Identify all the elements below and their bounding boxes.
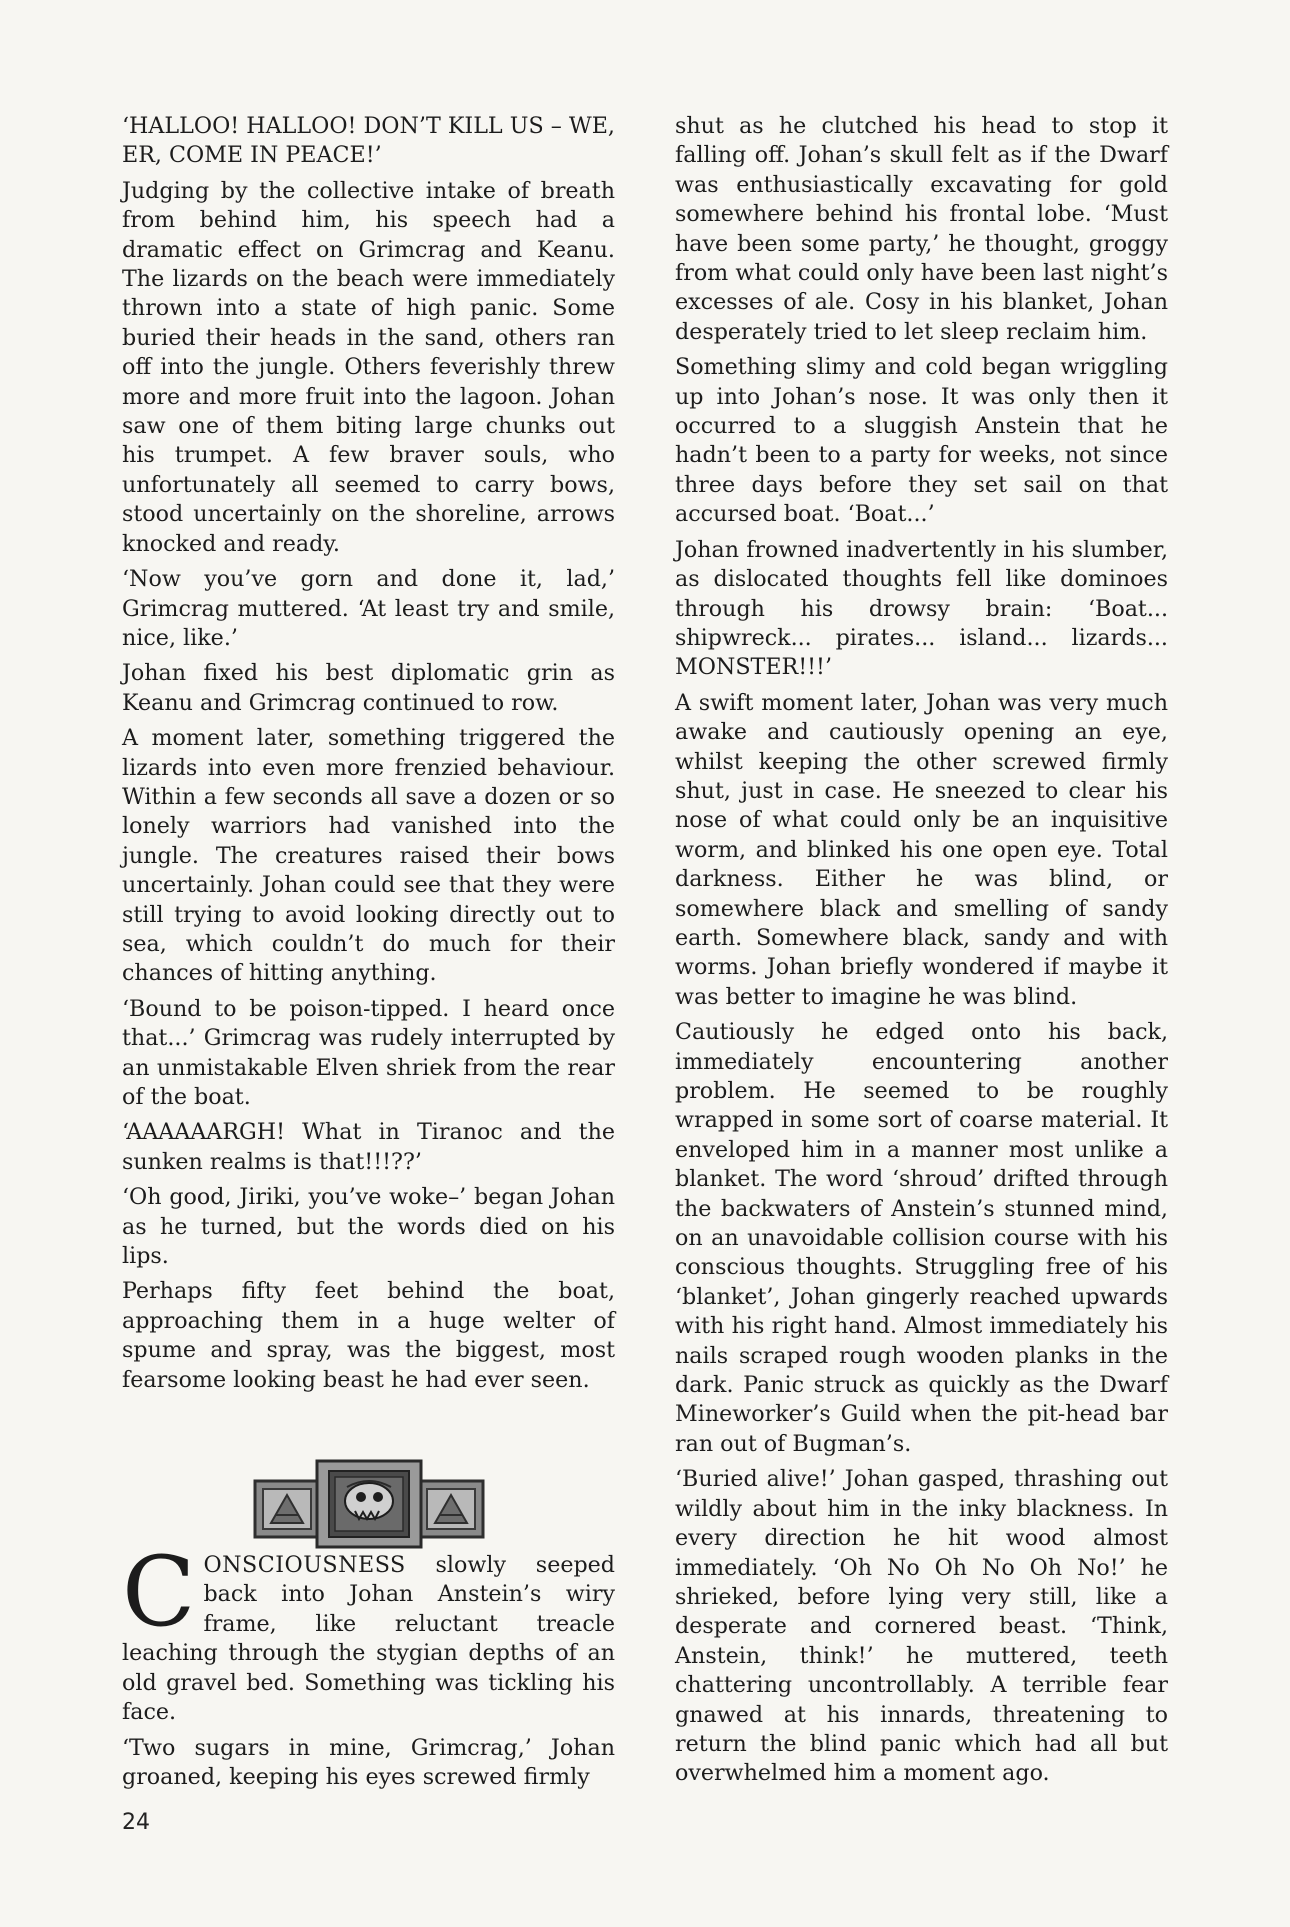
left-column (122, 112, 615, 1798)
drop-cap: C (122, 1536, 196, 1649)
paragraph: Cautiously he edged onto his back, immediately encountering another problem. He seemed to be roughly wrapped in some sort of coarse material. It enveloped him in a manner most unlike a blanket. The word ‘shroud’ drifted through the backwaters of Anstein’s stunned mind, on an unavoidable collision course with his conscious thoughts. Struggling free of his ‘blanket’, Johan gingerly reached upwards with his right hand. Almost immediately his nails scraped rough wooden planks in the dark. Panic struck as quickly as the Dwarf Mineworker’s Guild when the pit-head bar ran out of Bugman’s. (675, 1019, 1168, 1457)
paragraph: A swift moment later, Johan was very much awake and cautiously opening an eye, whilst keeping the other screwed firmly shut, just in case. He sneezed to clear his nose of what could only be an inquisitive worm, and blinked his one open eye. Total darkness. Either he was blind, or somewhere black and smelling of sandy earth. Somewhere black, sandy and with worms. Johan briefly wondered if maybe it was better to imagine he was blind. (675, 689, 1168, 1010)
paragraph: Johan frowned inadvertently in his slumber, as dislocated thoughts fell like dominoes through his drowsy brain: ‘Boat... shipwreck... pirates... island... lizards... MONSTER!!!’ (675, 536, 1168, 681)
paragraph: Judging by the collective intake of breath from behind him, his speech had a dramatic effect on Grimcrag and Keanu. The lizards on the beach were immediately thrown into a state of high panic. Some buried their heads in the sand, others ran off into the jungle. Others feverishly threw more and more fruit into the lagoon. Johan saw one of them biting large chunks out his trumpet. A few braver souls, who unfortunately all seemed to carry bows, stood uncertainly on the shoreline, arrows knocked and ready. (122, 177, 615, 557)
right-column (675, 112, 1168, 1795)
paragraph: ‘AAAAAARGH! What in Tiranoc and the sunken realms is that!!!??’ (122, 1119, 615, 1175)
paragraph: ‘Now you’ve gorn and done it, lad,’ Grimcrag muttered. ‘At least try and smile, nice, like.’ (122, 566, 615, 651)
paragraph: ‘Bound to be poison-tipped. I heard once that...’ Grimcrag was rudely interrupted by an unmistakable Elven shriek from the rear of the boat. (122, 995, 615, 1110)
stone-triptych-skull-ornament-icon (251, 1457, 487, 1551)
paragraph: ‘Buried alive!’ Johan gasped, thrashing out wildly about him in the inky blackness. In every direction he hit wood almost immediately. ‘Oh No Oh No Oh No!’ he shrieked, before lying very still, like a desperate and cornered beast. ‘Think, Anstein, think!’ he muttered, teeth chattering uncontrollably. A terrible fear gnawed at his innards, threatening to return the blind panic which had all but overwhelmed him a moment ago. (675, 1466, 1168, 1787)
chapter-opening-text: slowly seeped back into Johan Anstein’s wiry frame, like reluctant treacle leaching through the stygian depths of an old gravel bed. Something was tickling his face. (122, 1552, 615, 1726)
lead-caps: ONSCIOUSNESS (203, 1552, 406, 1579)
paragraph: ‘Two sugars in mine, Grimcrag,’ Johan groaned, keeping his eyes screwed firmly (122, 1734, 615, 1790)
chapter-opening-paragraph (122, 1536, 615, 1727)
paragraph: ‘Oh good, Jiriki, you’ve woke–’ began Johan as he turned, but the words died on his lips. (122, 1184, 615, 1270)
paragraph: ‘HALLOO! HALLOO! DON’T KILL US – WE, ER, COME IN PEACE!’ (122, 113, 615, 169)
paragraph: Something slimy and cold began wriggling up into Johan’s nose. It was only then it occurred to a sluggish Anstein that he hadn’t been to a party for weeks, not since three days before they set sail on that accursed boat. ‘Boat...’ (675, 354, 1168, 528)
paragraph: Johan fixed his best diplomatic grin as Keanu and Grimcrag continued to row. (122, 660, 615, 716)
paragraph: shut as he clutched his head to stop it falling off. Johan’s skull felt as if the Dwarf was enthusiastically excavating for gold somewhere behind his frontal lobe. ‘Must have been some party,’ he thought, groggy from what could only have been last night’s excesses of ale. Cosy in his blanket, Johan desperately tried to let sleep reclaim him. (675, 113, 1168, 345)
paragraph: Perhaps fifty feet behind the boat, approaching them in a huge welter of spume and spray, was the biggest, most fearsome looking beast he had ever seen. (122, 1278, 615, 1393)
page-number: 24 (122, 1810, 150, 1835)
paragraph: A moment later, something triggered the lizards into even more frenzied behaviour. Within a few seconds all save a dozen or so lonely warriors had vanished into the jungle. The creatures raised their bows uncertainly. Johan could see that they were still trying to avoid looking directly out to sea, which couldn’t do much for their chances of hitting anything. (122, 725, 615, 987)
